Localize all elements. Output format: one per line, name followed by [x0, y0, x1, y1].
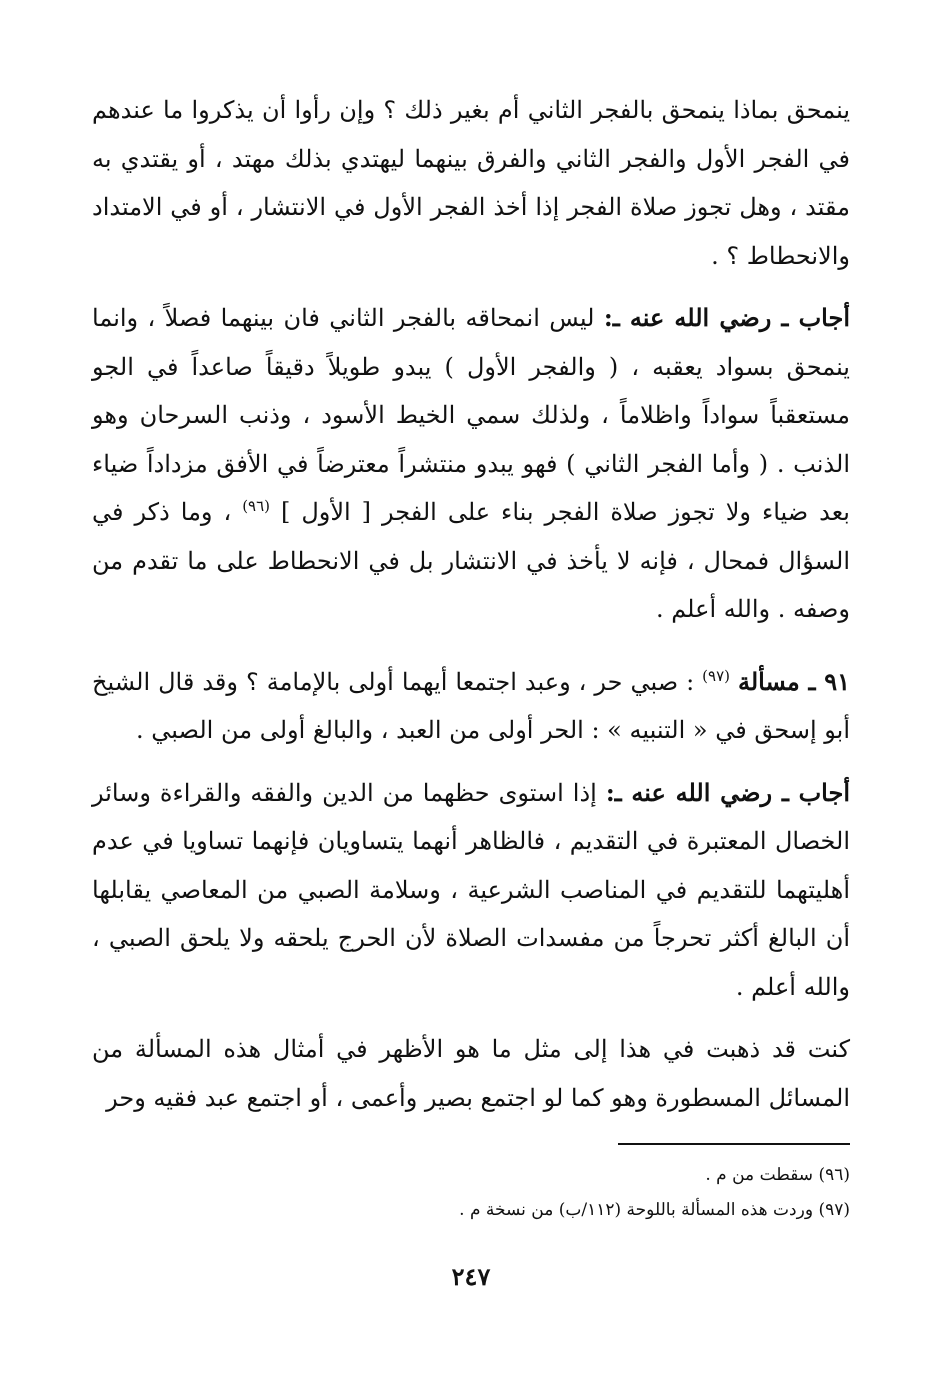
- paragraph-text: إذا استوى حظهما من الدين والفقه والقراءة وسائر الخصال المعتبرة في التقديم ، فالظاهر أنهما يتساويان فإنهما تساويا في عدم أهليتهما للتقديم في المناصب الشرعية ، وسلامة الصبي من المعاصي يقابلها أن البالغ أكثر تحرجاً من مفسدات الصلاة لأن الحرج يلحقه ولا يلحق الصبي ، والله أعلم .: [92, 778, 850, 1001]
- answer-lead: أجاب ـ رضي الله عنه ـ:: [605, 777, 850, 807]
- paragraph-text: ليس انمحاقه بالفجر الثاني فان بينهما فصلاً ، وانما ينمحق بسواد يعقبه ، ( والفجر الأول ) يبدو طويلاً دقيقاً صاعداً في الجو مستعقباً سواداً واظلاماً ، ولذلك سمي الخيط الأسود ، وذنب السرحان وهو الذنب . ( وأما الفجر الثاني ) فهو يبدو منتشراً معترضاً في الأفق مزداداً ضياء بعد ضياء ولا تجوز صلاة الفجر بناء على الفجر [ الأول ]: [92, 304, 850, 526]
- footnote-ref-97: (٩٧): [702, 666, 730, 685]
- paragraph-text: كنت قد ذهبت في هذا إلى مثل ما هو الأظهر في أمثال هذه المسألة من المسائل المسطورة وهو كما لو اجتمع بصير وأعمى ، أو اجتمع عبد فقيه وحر: [92, 1035, 850, 1112]
- paragraph-text: : صبي حر ، وعبد اجتمعا أيهما أولى بالإمامة ؟ وقد قال الشيخ أبو إسحق في « التنبيه » : الحر أولى من العبد ، والبالغ أولى من الصبي .: [92, 667, 850, 744]
- page-number: ٢٤٧: [451, 1262, 491, 1291]
- paragraph-text: ينمحق بماذا ينمحق بالفجر الثاني أم بغير ذلك ؟ وإن رأوا أن يذكروا ما عندهم في الفجر الأول والفجر الثاني والفرق بينهما ليهتدي بذلك مهتد ، أو يقتدي به مقتد ، وهل تجوز صلاة الفجر إذا أخذ الفجر الأول في الانتشار ، أو في الامتداد والانحطاط ؟ .: [92, 96, 850, 270]
- paragraph-text: ، وما ذكر في السؤال فمحال ، فإنه لا يأخذ في الانتشار بل في الانحطاط على ما تقدم من وصفه . والله أعلم .: [92, 498, 850, 623]
- paragraph-commentary: [92, 1025, 850, 1122]
- paragraph-answer-imamate: [92, 769, 850, 1012]
- footnote-ref-96: (٩٦): [242, 497, 271, 515]
- answer-lead: أجاب ـ رضي الله عنه ـ:: [603, 303, 850, 332]
- issue-number: ٩١ ـ مسألة: [738, 666, 851, 696]
- paragraph-answer-dawn: [92, 294, 850, 634]
- footnote-97: (٩٧) وردت هذه المسألة باللوحة (١١٢/ب) من نسخة م .: [459, 1200, 850, 1220]
- paragraph-question-continuation: [92, 86, 850, 280]
- footnotes: [150, 1158, 850, 1228]
- footnote-96: (٩٦) سقطت من م .: [705, 1165, 850, 1185]
- page-body: [92, 86, 850, 1122]
- footnote-divider: [618, 1143, 850, 1145]
- paragraph-issue-91: [92, 658, 850, 755]
